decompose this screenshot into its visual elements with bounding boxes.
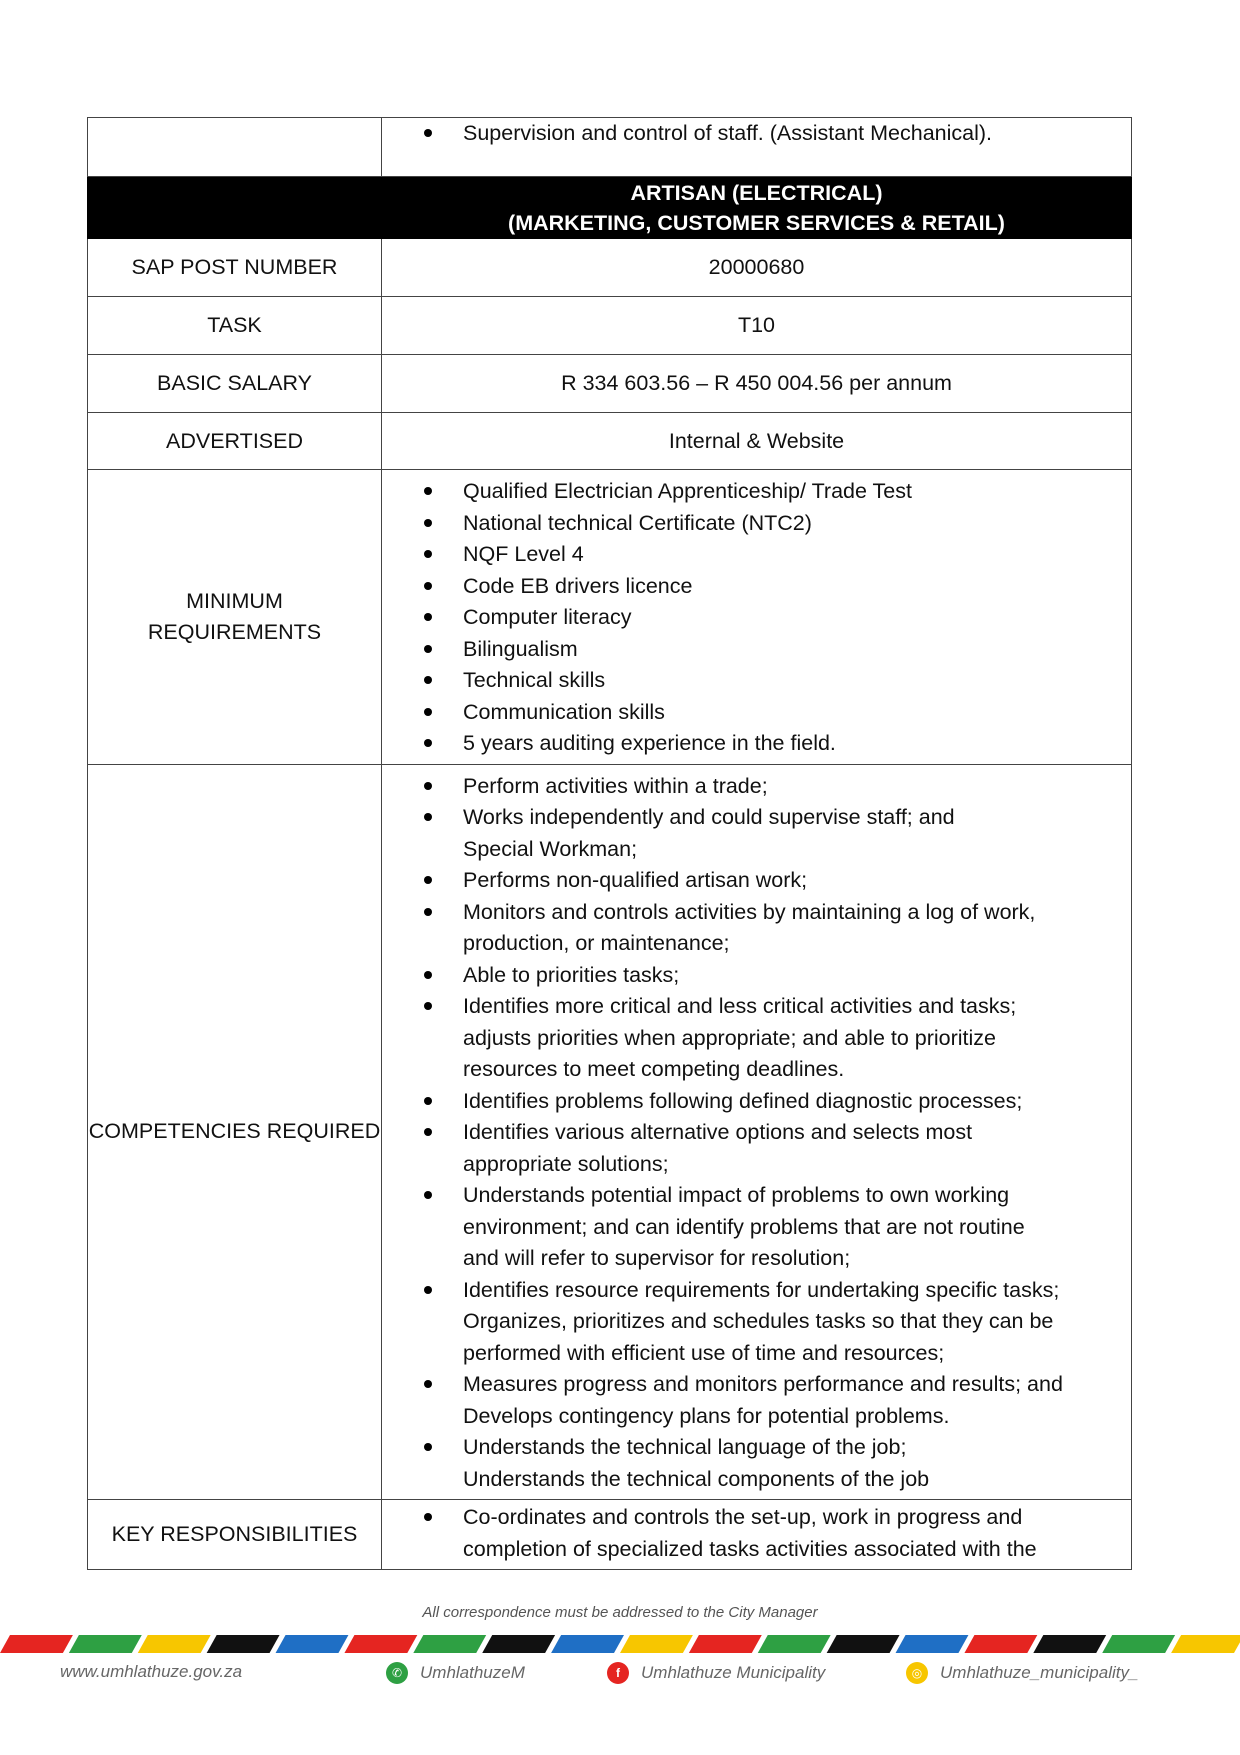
stripe-segment [551, 1635, 624, 1653]
min-req-list [382, 470, 1131, 764]
list-item: Supervision and control of staff. (Assistant Mechanical). [382, 118, 1123, 150]
facebook-text: Umhlathuze Municipality [641, 1663, 826, 1682]
list-item-line: Understands the technical components of the job [463, 1466, 930, 1491]
list-item-line: Monitors and controls activities by maintaining a log of work, [463, 899, 1036, 924]
list-item [382, 1275, 1123, 1370]
key-resp-list [382, 1500, 1131, 1569]
list-item: Communication skills [382, 697, 1123, 729]
min-req-label-line2: REQUIREMENTS [147, 619, 322, 644]
list-item-line: Understands the technical language of the job; [463, 1435, 907, 1459]
stripe-segment [413, 1635, 486, 1653]
task-label: TASK [88, 297, 382, 355]
header-blank-cell [88, 177, 382, 239]
vacancy-table [87, 117, 1132, 1570]
list-item [382, 865, 1123, 897]
list-item-line: Perform activities within a trade; [463, 773, 768, 798]
list-item-line: Works independently and could supervise staff; and [463, 805, 955, 829]
list-item [382, 802, 1123, 865]
list-item-line: Identifies resource requirements for undertaking specific tasks; [463, 1277, 1060, 1302]
whatsapp-text: UmhlathuzeM [420, 1663, 525, 1682]
stripe-segment [1171, 1635, 1240, 1653]
list-item [382, 960, 1123, 992]
list-item-line: appropriate solutions; [463, 1151, 669, 1176]
stripe-segment [207, 1635, 280, 1653]
whatsapp-icon: ✆ [386, 1662, 408, 1684]
list-item: National technical Certificate (NTC2) [382, 508, 1123, 540]
advertised-label: ADVERTISED [88, 413, 382, 470]
stripe-segment [344, 1635, 417, 1653]
whatsapp-link[interactable] [386, 1662, 525, 1684]
post-title: ARTISAN (ELECTRICAL) [630, 180, 883, 205]
competencies-label: COMPETENCIES REQUIRED [88, 764, 382, 1500]
key-resp-row [88, 1500, 1132, 1570]
list-item [382, 1117, 1123, 1180]
list-item-line: Organizes, prioritizes and schedules tasks so that they can be [463, 1309, 1054, 1333]
website-link[interactable] [60, 1662, 242, 1682]
instagram-link[interactable] [906, 1662, 1138, 1684]
list-item [382, 1086, 1123, 1118]
stripe-segment [620, 1635, 693, 1653]
list-item [382, 771, 1123, 803]
stripe-segment [69, 1635, 142, 1653]
list-item [382, 991, 1123, 1086]
list-item-line: Identifies various alternative options and selects most [463, 1120, 973, 1144]
list-item: Bilingualism [382, 634, 1123, 666]
list-item-line: Understands potential impact of problems to own working [463, 1183, 1010, 1207]
stripe-segment [276, 1635, 349, 1653]
list-item-line: adjusts priorities when appropriate; and able to prioritize [463, 1025, 997, 1050]
list-item [382, 1502, 1123, 1565]
competencies-row [88, 764, 1132, 1500]
list-item-line: completion of specialized tasks activities associated with the [463, 1536, 1037, 1561]
stripe-segment [1033, 1635, 1106, 1653]
stripe-segment [689, 1635, 762, 1653]
continuation-row [88, 118, 1132, 177]
stripe-segment [964, 1635, 1037, 1653]
salary-label: BASIC SALARY [88, 355, 382, 413]
key-resp-label: KEY RESPONSIBILITIES [88, 1500, 382, 1570]
stripe-segment [138, 1635, 211, 1653]
facebook-icon: f [607, 1662, 629, 1684]
min-req-cell [382, 470, 1132, 765]
list-item [382, 897, 1123, 960]
task-value: T10 [382, 297, 1132, 355]
salary-row [88, 355, 1132, 413]
list-item: Qualified Electrician Apprenticeship/ Trade Test [382, 476, 1123, 508]
list-item: Technical skills [382, 665, 1123, 697]
competencies-list [382, 765, 1131, 1500]
min-req-row [88, 470, 1132, 765]
empty-label-cell [88, 118, 382, 177]
stripe-segment [827, 1635, 900, 1653]
sap-value: 20000680 [382, 239, 1132, 297]
min-req-label [88, 470, 382, 765]
min-req-label-line1: MINIMUM [186, 588, 283, 613]
stripe-segment [896, 1635, 969, 1653]
list-item-line: Co-ordinates and controls the set-up, work in progress and [463, 1505, 1023, 1529]
stripe-segment [482, 1635, 555, 1653]
stripe-segment [1102, 1635, 1175, 1653]
list-item-line: Able to priorities tasks; [463, 962, 680, 987]
post-title-cell [382, 177, 1132, 239]
advertised-row [88, 413, 1132, 470]
post-department: (MARKETING, CUSTOMER SERVICES & RETAIL) [508, 210, 1005, 235]
continuation-cell [382, 118, 1132, 177]
task-row [88, 297, 1132, 355]
instagram-text: Umhlathuze_municipality_ [940, 1663, 1139, 1682]
footer-links [0, 1662, 1240, 1692]
list-item: 5 years auditing experience in the field. [382, 728, 1123, 760]
list-item-line: Identifies problems following defined diagnostic processes; [463, 1088, 1023, 1113]
list-item: NQF Level 4 [382, 539, 1123, 571]
facebook-link[interactable] [607, 1662, 825, 1684]
list-item-line: Develops contingency plans for potential problems. [463, 1403, 950, 1428]
website-text: www.umhlathuze.gov.za [60, 1662, 243, 1681]
sap-row [88, 239, 1132, 297]
list-item-line: and will refer to supervisor for resolution; [463, 1246, 851, 1270]
footer-note: All correspondence must be addressed to the City Manager [422, 1604, 818, 1621]
list-item [382, 1369, 1123, 1432]
advertised-value: Internal & Website [382, 413, 1132, 470]
list-item-line: production, or maintenance; [463, 931, 730, 955]
list-item-line: Special Workman; [463, 836, 638, 861]
list-item-line: Performs non-qualified artisan work; [463, 868, 808, 892]
list-item [382, 1180, 1123, 1275]
list-item-line: Measures progress and monitors performance and results; and [463, 1372, 1063, 1396]
list-item: Computer literacy [382, 602, 1123, 634]
key-resp-cell [382, 1500, 1132, 1570]
list-item-line: environment; and can identify problems that are not routine [463, 1214, 1025, 1239]
footer-color-stripe [0, 1635, 1240, 1653]
salary-value: R 334 603.56 – R 450 004.56 per annum [382, 355, 1132, 413]
list-item [382, 1432, 1123, 1495]
list-item: Code EB drivers licence [382, 571, 1123, 603]
stripe-segment [758, 1635, 831, 1653]
list-item-line: performed with efficient use of time and resources; [463, 1340, 945, 1365]
sap-label: SAP POST NUMBER [88, 239, 382, 297]
competencies-cell [382, 764, 1132, 1500]
list-item-line: resources to meet competing deadlines. [463, 1057, 845, 1081]
stripe-segment [0, 1635, 73, 1653]
post-header-row [88, 177, 1132, 239]
list-item-line: Identifies more critical and less critical activities and tasks; [463, 994, 1017, 1018]
instagram-icon: ◎ [906, 1662, 928, 1684]
